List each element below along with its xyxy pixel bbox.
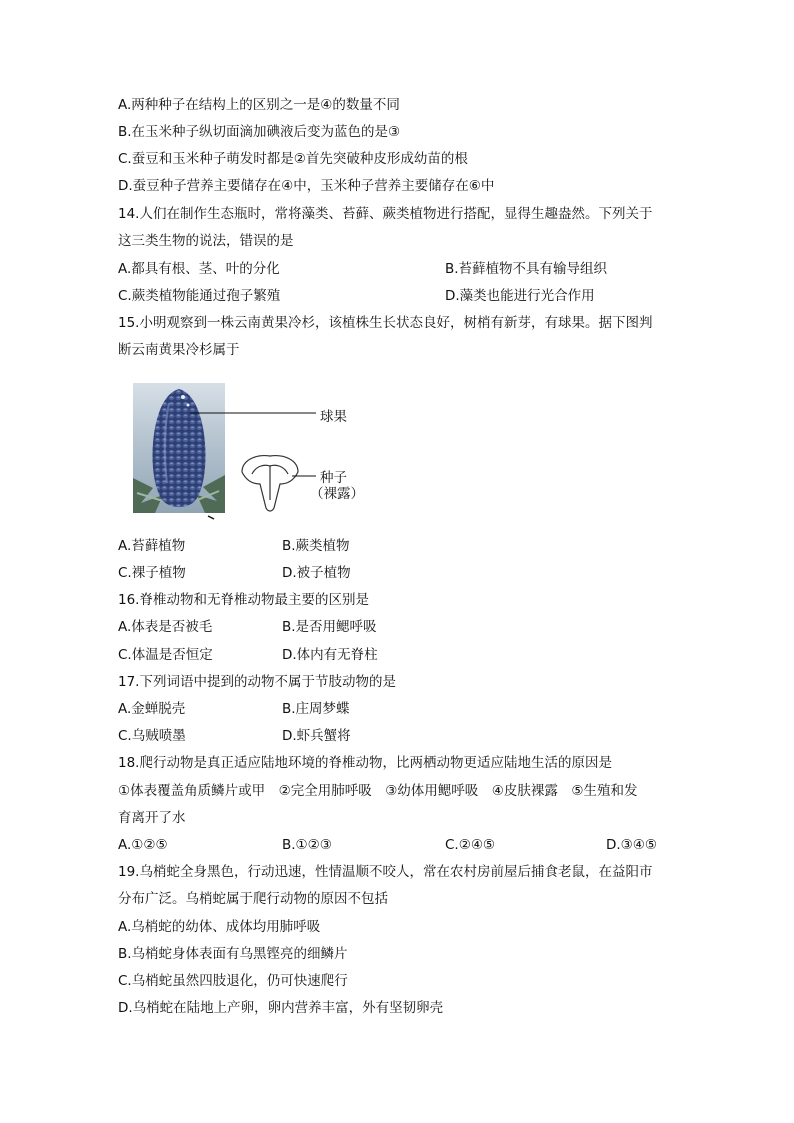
q18-items-line2: 育离开了水 xyxy=(118,810,186,826)
q17-option-d: D.虾兵蟹将 xyxy=(282,728,351,744)
q15-option-c: C.裸子植物 xyxy=(118,565,186,581)
q19-option-a: A.乌梢蛇的幼体、成体均用肺呼吸 xyxy=(118,919,321,935)
q17-option-c: C.乌贼喷墨 xyxy=(118,728,186,744)
q18-items-line1: ①体表覆盖角质鳞片或甲 ②完全用肺呼吸 ③幼体用鳃呼吸 ④皮肤裸露 ⑤生殖和发 xyxy=(118,783,638,799)
seed-diagram xyxy=(242,456,298,511)
label-naked: （裸露） xyxy=(310,486,364,502)
q16-option-b: B.是否用鳃呼吸 xyxy=(282,619,377,635)
q13-option-a: A.两种种子在结构上的区别之一是④的数量不同 xyxy=(118,97,400,113)
q13-option-c: C.蚕豆和玉米种子萌发时都是②首先突破种皮形成幼苗的根 xyxy=(118,151,468,167)
q16-option-d: D.体内有无脊柱 xyxy=(282,647,378,663)
q17-option-b: B.庄周梦蝶 xyxy=(282,701,350,717)
q19-option-c: C.乌梢蛇虽然四肢退化，仍可快速爬行 xyxy=(118,973,348,989)
q14-stem-line1: 14.人们在制作生态瓶时，常将藻类、苔藓、蕨类植物进行搭配，显得生趣盎然。下列关于 xyxy=(118,206,653,222)
q13-option-d: D.蚕豆种子营养主要储存在④中，玉米种子营养主要储存在⑥中 xyxy=(118,178,495,194)
q19-option-d: D.乌梢蛇在陆地上产卵，卵内营养丰富，外有坚韧卵壳 xyxy=(118,1000,444,1016)
q14-stem-line2: 这三类生物的说法，错误的是 xyxy=(118,233,294,249)
q15-option-b: B.蕨类植物 xyxy=(282,538,350,554)
q15-stem-line1: 15.小明观察到一株云南黄果冷杉，该植株生长状态良好，树梢有新芽，有球果。据下图判 xyxy=(118,315,653,331)
label-cone: 球果 xyxy=(320,409,347,425)
q18-option-a: A.①②⑤ xyxy=(118,837,168,853)
q17-stem: 17.下列词语中提到的动物不属于节肢动物的是 xyxy=(118,674,396,690)
label-seed: 种子 xyxy=(320,470,347,486)
q14-option-b: B.苔藓植物不具有输导组织 xyxy=(445,261,608,277)
q16-option-c: C.体温是否恒定 xyxy=(118,647,213,663)
q13-option-b: B.在玉米种子纵切面滴加碘液后变为蓝色的是③ xyxy=(118,124,401,140)
q15-stem-line2: 断云南黄果冷杉属于 xyxy=(118,342,240,358)
q14-option-d: D.藻类也能进行光合作用 xyxy=(445,288,595,304)
q14-option-c: C.蕨类植物能通过孢子繁殖 xyxy=(118,288,281,304)
q15-option-a: A.苔藓植物 xyxy=(118,538,186,554)
q19-option-b: B.乌梢蛇身体表面有乌黑铿亮的细鳞片 xyxy=(118,946,348,962)
q16-option-a: A.体表是否被毛 xyxy=(118,619,213,635)
q18-stem: 18.爬行动物是真正适应陆地环境的脊椎动物，比两栖动物更适应陆地生活的原因是 xyxy=(118,755,612,771)
q18-option-c: C.②④⑤ xyxy=(445,837,496,853)
q16-stem: 16.脊椎动物和无脊椎动物最主要的区别是 xyxy=(118,592,369,608)
q18-option-d: D.③④⑤ xyxy=(606,837,657,853)
figure-annotations xyxy=(130,380,370,525)
q14-option-a: A.都具有根、茎、叶的分化 xyxy=(118,261,280,277)
q15-option-d: D.被子植物 xyxy=(282,565,351,581)
q17-option-a: A.金蝉脱壳 xyxy=(118,701,186,717)
q19-stem-line1: 19.乌梢蛇全身黑色，行动迅速，性情温顺不咬人，常在农村房前屋后捕食老鼠，在益阳市 xyxy=(118,864,653,880)
q19-stem-line2: 分布广泛。乌梢蛇属于爬行动物的原因不包括 xyxy=(118,891,388,907)
fir-cone-figure xyxy=(130,380,370,525)
q18-option-b: B.①②③ xyxy=(282,837,332,853)
